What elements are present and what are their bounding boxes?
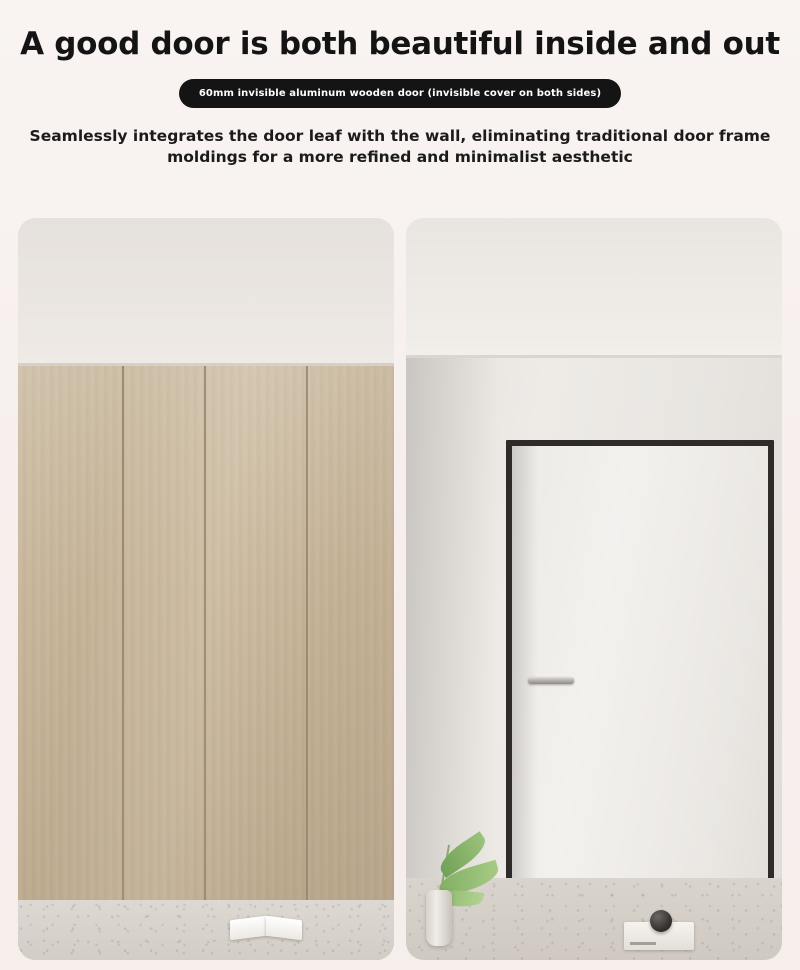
page-title: A good door is both beautiful inside and out [20,26,780,62]
vase-prop [426,890,452,946]
door-leaf-shadow [512,446,538,906]
book-page-right [266,916,302,940]
panel-seam [204,366,206,960]
panel-seam [122,366,124,960]
open-book-prop [230,914,302,938]
ceiling-band-left [18,218,394,366]
product-spec-badge: 60mm invisible aluminum wooden door (invisible cover on both sides) [179,79,621,108]
door-handle [528,677,574,684]
wood-wall-sheen [18,366,394,960]
page-subtitle: Seamlessly integrates the door leaf with the wall, eliminating traditional door frame moldings for a more refined and minimalist aesthetic [29,127,771,166]
panel-seam [306,366,308,960]
decor-object-prop [650,910,672,932]
floor-texture-left [18,900,394,960]
image-gallery [18,218,782,960]
wood-flush-door-photo[interactable] [18,218,394,960]
white-door-leaf [512,446,768,906]
book-page-left [230,916,266,940]
badge-row [0,79,800,108]
ceiling-band-right [406,218,782,358]
white-flush-door-photo[interactable] [406,218,782,960]
magazine-text-line [630,942,656,945]
